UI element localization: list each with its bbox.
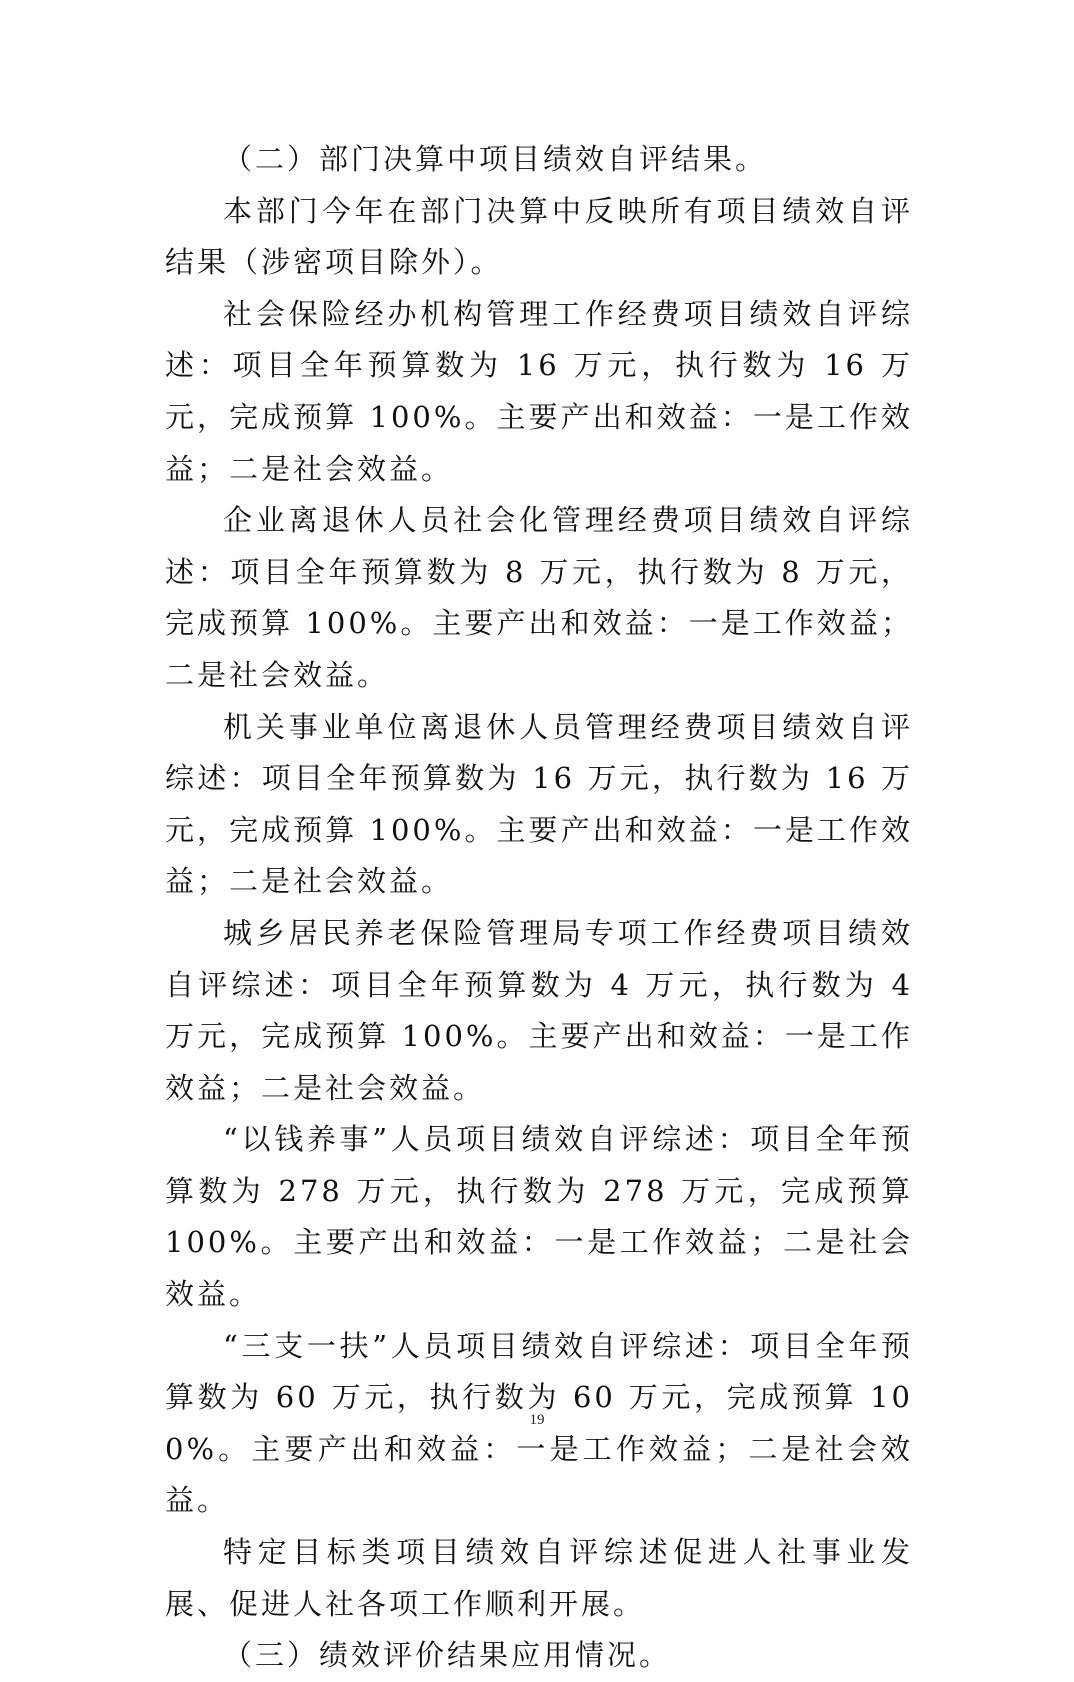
paragraph-specific-target: 特定目标类项目绩效自评综述促进人社事业发展、促进人社各项工作顺利开展。 — [165, 1535, 913, 1621]
page-number: 19 — [529, 1412, 545, 1428]
section-heading-3: （三）绩效评价结果应用情况。 — [223, 1638, 672, 1673]
paragraph-yi-qian-yang-shi: “以钱养事”人员项目绩效自评综述：项目全年预算数为 278 万元，执行数为 278 万元，完成预算 100%。主要产出和效益：一是工作效益；二是社会效益。 — [165, 1122, 913, 1312]
section-heading-2: （二）部门决算中项目绩效自评结果。 — [223, 142, 768, 176]
paragraph-enterprise-retirees: 企业离退休人员社会化管理经费项目绩效自评综述：项目全年预算数为 8 万元，执行数为 8 万元，完成预算 100%。主要产出和效益：一是工作效益；二是社会效益。 — [165, 503, 913, 692]
paragraph-pension-bureau: 城乡居民养老保险管理局专项工作经费项目绩效自评综述：项目全年预算数为 4 万元，执行数为 4 万元，完成预算 100%。主要产出和效益：一是工作效益；二是社会效益。 — [165, 915, 913, 1105]
paragraph-institution-retirees: 机关事业单位离退休人员管理经费项目绩效自评综述：项目全年预算数为 16 万元，执行数为 16 万元，完成预算 100%。主要产出和效益：一是工作效益；二是社会效益。 — [165, 709, 913, 899]
paragraph-social-insurance-agency: 社会保险经办机构管理工作经费项目绩效自评综述：项目全年预算数为 16 万元，执行数为 16 万元，完成预算 100%。主要产出和效益：一是工作效益；二是社会效益。 — [165, 296, 913, 486]
paragraph-scope: 本部门今年在部门决算中反映所有项目绩效自评结果（涉密项目除外）。 — [165, 193, 913, 280]
document-body — [165, 134, 913, 1682]
paragraph-san-zhi-yi-fu: “三支一扶”人员项目绩效自评综述：项目全年预算数为 60 万元，执行数为 60 万元，完成预算 100%。主要产出和效益：一是工作效益；二是社会效益。 — [165, 1328, 913, 1518]
